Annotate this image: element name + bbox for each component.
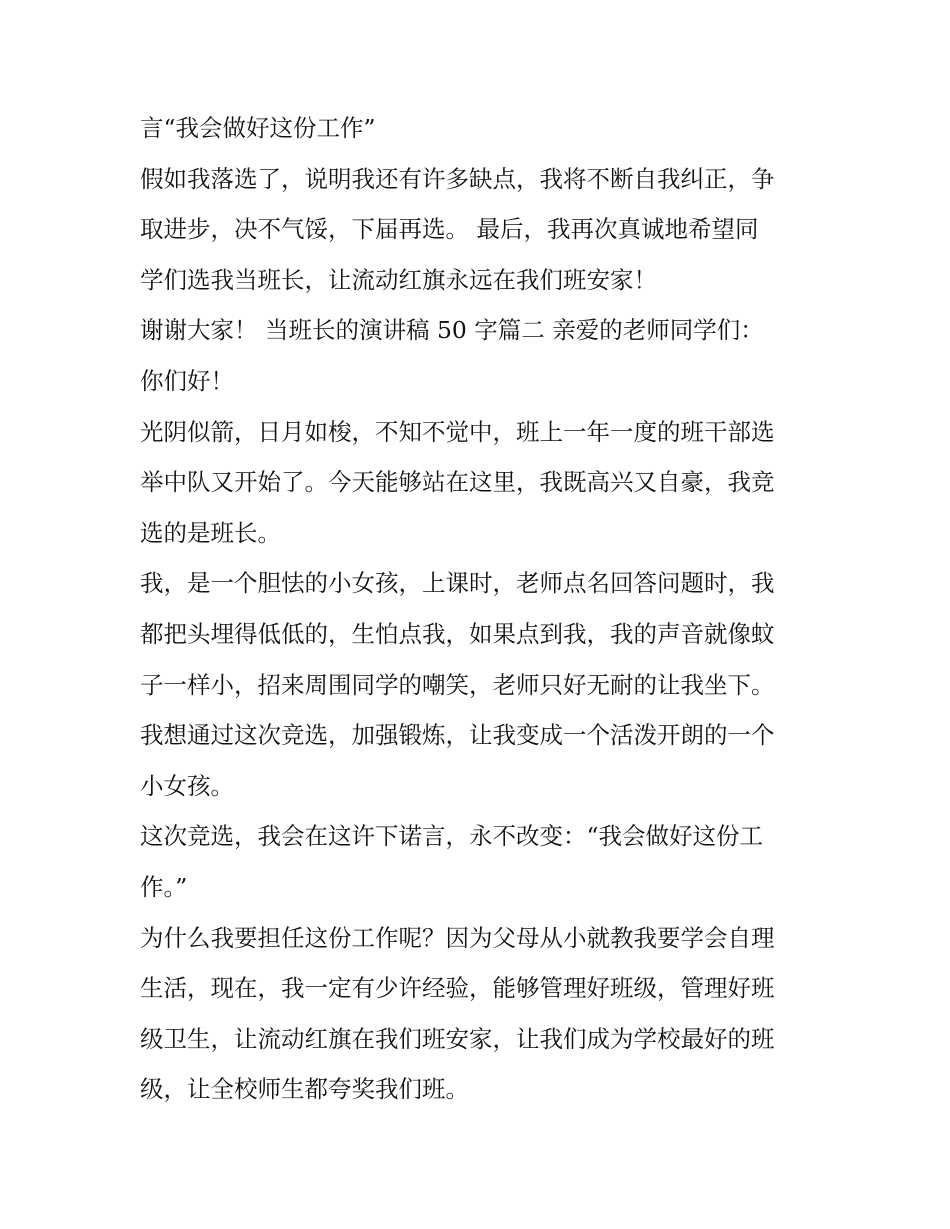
text-line: 生活，现在，我一定有少许经验，能够管理好班级，管理好班 [140,974,775,1003]
document-body [140,103,820,1115]
text-line: 这次竞选，我会在这许下诺言，永不改变：“我会做好这份工 [140,822,764,851]
text-line: 作。” [140,872,188,901]
text-line: 都把头埋得低低的，生怕点我，如果点到我，我的声音就像蚊 [140,619,775,648]
text-line: 取进步，决不气馁，下届再选。 最后，我再次真诚地希望同 [140,215,759,244]
text-line: 子一样小，招来周围同学的嘲笑，老师只好无耐的让我坐下。 [140,670,775,699]
text-line: 你们好！ [140,366,234,395]
text-line: 言“我会做好这份工作” [140,114,376,142]
text-line: 学们选我当班长，让流动红旗永远在我们班安家！ [140,265,657,294]
text-line: 小女孩。 [140,771,234,800]
text-line: 谢谢大家！ 当班长的演讲稿 50 字篇二 亲爱的老师同学们： [140,316,764,345]
text-line: 假如我落选了，说明我还有许多缺点，我将不断自我纠正，争 [140,164,775,193]
text-line: 为什么我要担任这份工作呢？因为父母从小就教我要学会自理 [140,923,775,952]
text-line: 我，是一个胆怯的小女孩，上课时，老师点名回答问题时，我 [140,569,775,598]
text-line: 级卫生，让流动红旗在我们班安家，让我们成为学校最好的班 [140,1024,775,1053]
text-line: 级，让全校师生都夸奖我们班。 [140,1075,469,1104]
text-line: 举中队又开始了。今天能够站在这里，我既高兴又自豪，我竞 [140,468,775,497]
text-line: 选的是班长。 [140,518,281,547]
text-line: 我想通过这次竞选，加强锻炼，让我变成一个活泼开朗的一个 [140,721,775,750]
text-line: 光阴似箭，日月如梭，不知不觉中，班上一年一度的班干部选 [140,417,775,446]
